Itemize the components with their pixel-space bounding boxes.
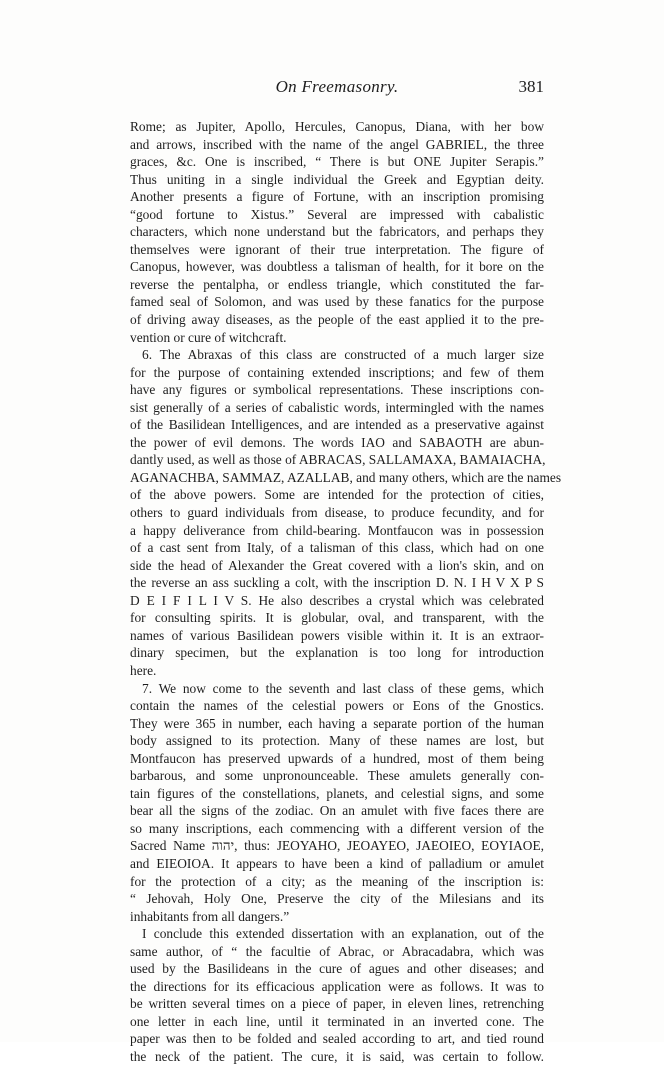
- text-line: D E I F I L I V S. He also describes a crystal which was celebrated: [130, 592, 544, 608]
- text-line: Montfaucon has preserved upwards of a hundred, most of them being: [130, 750, 544, 766]
- text-line: sist generally of a series of cabalistic words, intermingled with the names: [130, 399, 544, 415]
- text-line: 6. The Abraxas of this class are constructed of a much larger size: [142, 347, 544, 363]
- text-line: for the purpose of containing extended inscriptions; and few of them: [130, 364, 544, 380]
- text-line: 7. We now come to the seventh and last class of these gems, which: [142, 680, 544, 696]
- text-line: vention or cure of witchcraft.: [130, 329, 287, 345]
- text-line: of the Basilidean Intelligences, and are intended as a preservative against: [130, 417, 544, 433]
- text-line: reverse the pentalpha, or endless triangle, which constituted the far-: [130, 276, 544, 292]
- text-line: so many inscriptions, each commencing with a different version of the: [130, 820, 544, 836]
- text-line: barbarous, and some unpronounceable. These amulets generally con-: [130, 768, 544, 784]
- text-line: the neck of the patient. The cure, it is said, was certain to follow.: [130, 1048, 544, 1064]
- running-head: On Freemasonry.: [275, 77, 399, 96]
- text-line: Canopus, however, was doubtless a talisman of health, for it bore on the: [130, 259, 544, 275]
- text-line: inhabitants from all dangers.”: [130, 908, 290, 924]
- text-line: names of various Basilidean powers visible within it. It is an extraor-: [130, 627, 544, 643]
- text-line: themselves were ignorant of their true interpretation. The figure of: [130, 241, 544, 257]
- text-line: be written several times on a piece of paper, in eleven lines, retrenching: [130, 996, 544, 1012]
- text-line: of a cast sent from Italy, of a talisman of this class, which had on one: [130, 540, 544, 556]
- text-line: used by the Basilideans in the cure of agues and other diseases; and: [130, 961, 544, 977]
- page-number: 381: [518, 77, 544, 96]
- text-line: dantly used, as well as those of ABRACAS, SALLAMAXA, BAMAIACHA,: [130, 452, 546, 468]
- text-line: the directions for its efficacious application were as follows. It was to: [130, 978, 544, 994]
- text-line: a happy deliverance from child-bearing. Montfaucon was in possession: [130, 522, 544, 538]
- text-line: the reverse an ass suckling a colt, with the inscription D. N. I H V X P S: [130, 575, 544, 591]
- text-line: bear all the signs of the zodiac. On an amulet with five faces there are: [130, 803, 544, 819]
- text-line: and arrows, inscribed with the name of the angel GABRIEL, the three: [130, 136, 544, 152]
- text-line: same author, of “ the facultie of Abrac, or Abracadabra, which was: [130, 943, 544, 959]
- body-text: [130, 118, 562, 1066]
- text-line: Another presents a figure of Fortune, with an inscription promising: [130, 189, 544, 205]
- text-line: graces, &c. One is inscribed, “ There is but ONE Jupiter Serapis.”: [130, 154, 544, 170]
- text-line: of the above powers. Some are intended for the protection of cities,: [130, 487, 544, 503]
- text-line: They were 365 in number, each having a separate portion of the human: [130, 715, 544, 731]
- text-line: others to guard individuals from disease, to produce fecundity, and for: [130, 505, 544, 521]
- text-line: and EIEOIOA. It appears to have been a kind of palladium or amulet: [130, 855, 544, 871]
- text-line: side the head of Alexander the Great covered with a lion's skin, and on: [130, 557, 544, 573]
- text-line: dinary specimen, but the explanation is too long for introduction: [130, 645, 544, 661]
- text-line: tain figures of the constellations, planets, and celestial signs, and some: [130, 785, 544, 801]
- text-line: “ Jehovah, Holy One, Preserve the city of the Milesians and its: [130, 891, 544, 907]
- text-line: of driving away diseases, as the people of the east applied it to the pre-: [130, 312, 544, 328]
- text-line: have any figures or symbolical representations. These inscriptions con-: [130, 382, 544, 398]
- text-line: body assigned to its protection. Many of these names are lost, but: [130, 733, 544, 749]
- text-line: Rome; as Jupiter, Apollo, Hercules, Canopus, Diana, with her bow: [130, 119, 544, 134]
- text-line: one letter in each line, until it terminated in an inverted cone. The: [130, 1013, 544, 1029]
- text-line: Sacred Name יהוה, thus: JEOYAHO, JEOAYEO, JAEOIEO, EOYIAOE,: [130, 838, 544, 854]
- text-line: for consulting spirits. It is globular, oval, and transparent, with the: [130, 610, 544, 626]
- text-line: the power of evil demons. The words IAO and SABAOTH are abun-: [130, 434, 544, 450]
- text-line: “good fortune to Xistus.” Several are impressed with cabalistic: [130, 206, 544, 222]
- text-line: famed seal of Solomon, and was used by these fanatics for the purpose: [130, 294, 544, 310]
- text-line: for the protection of a city; as the meaning of the inscription is:: [130, 873, 544, 889]
- text-line: characters, which none understand but the fabricators, and perhaps they: [130, 224, 544, 240]
- text-line: here.: [130, 662, 157, 678]
- text-line: paper was then to be folded and sealed according to art, and tied round: [130, 1031, 544, 1047]
- text-line: I conclude this extended dissertation with an explanation, out of the: [142, 926, 544, 942]
- text-line: contain the names of the celestial powers or Eons of the Gnostics.: [130, 698, 544, 714]
- text-line: Thus uniting in a single individual the Greek and Egyptian deity.: [130, 171, 544, 187]
- text-line: AGANACHBA, SAMMAZ, AZALLAB, and many others, which are the names: [130, 469, 562, 485]
- page-header: [130, 77, 544, 101]
